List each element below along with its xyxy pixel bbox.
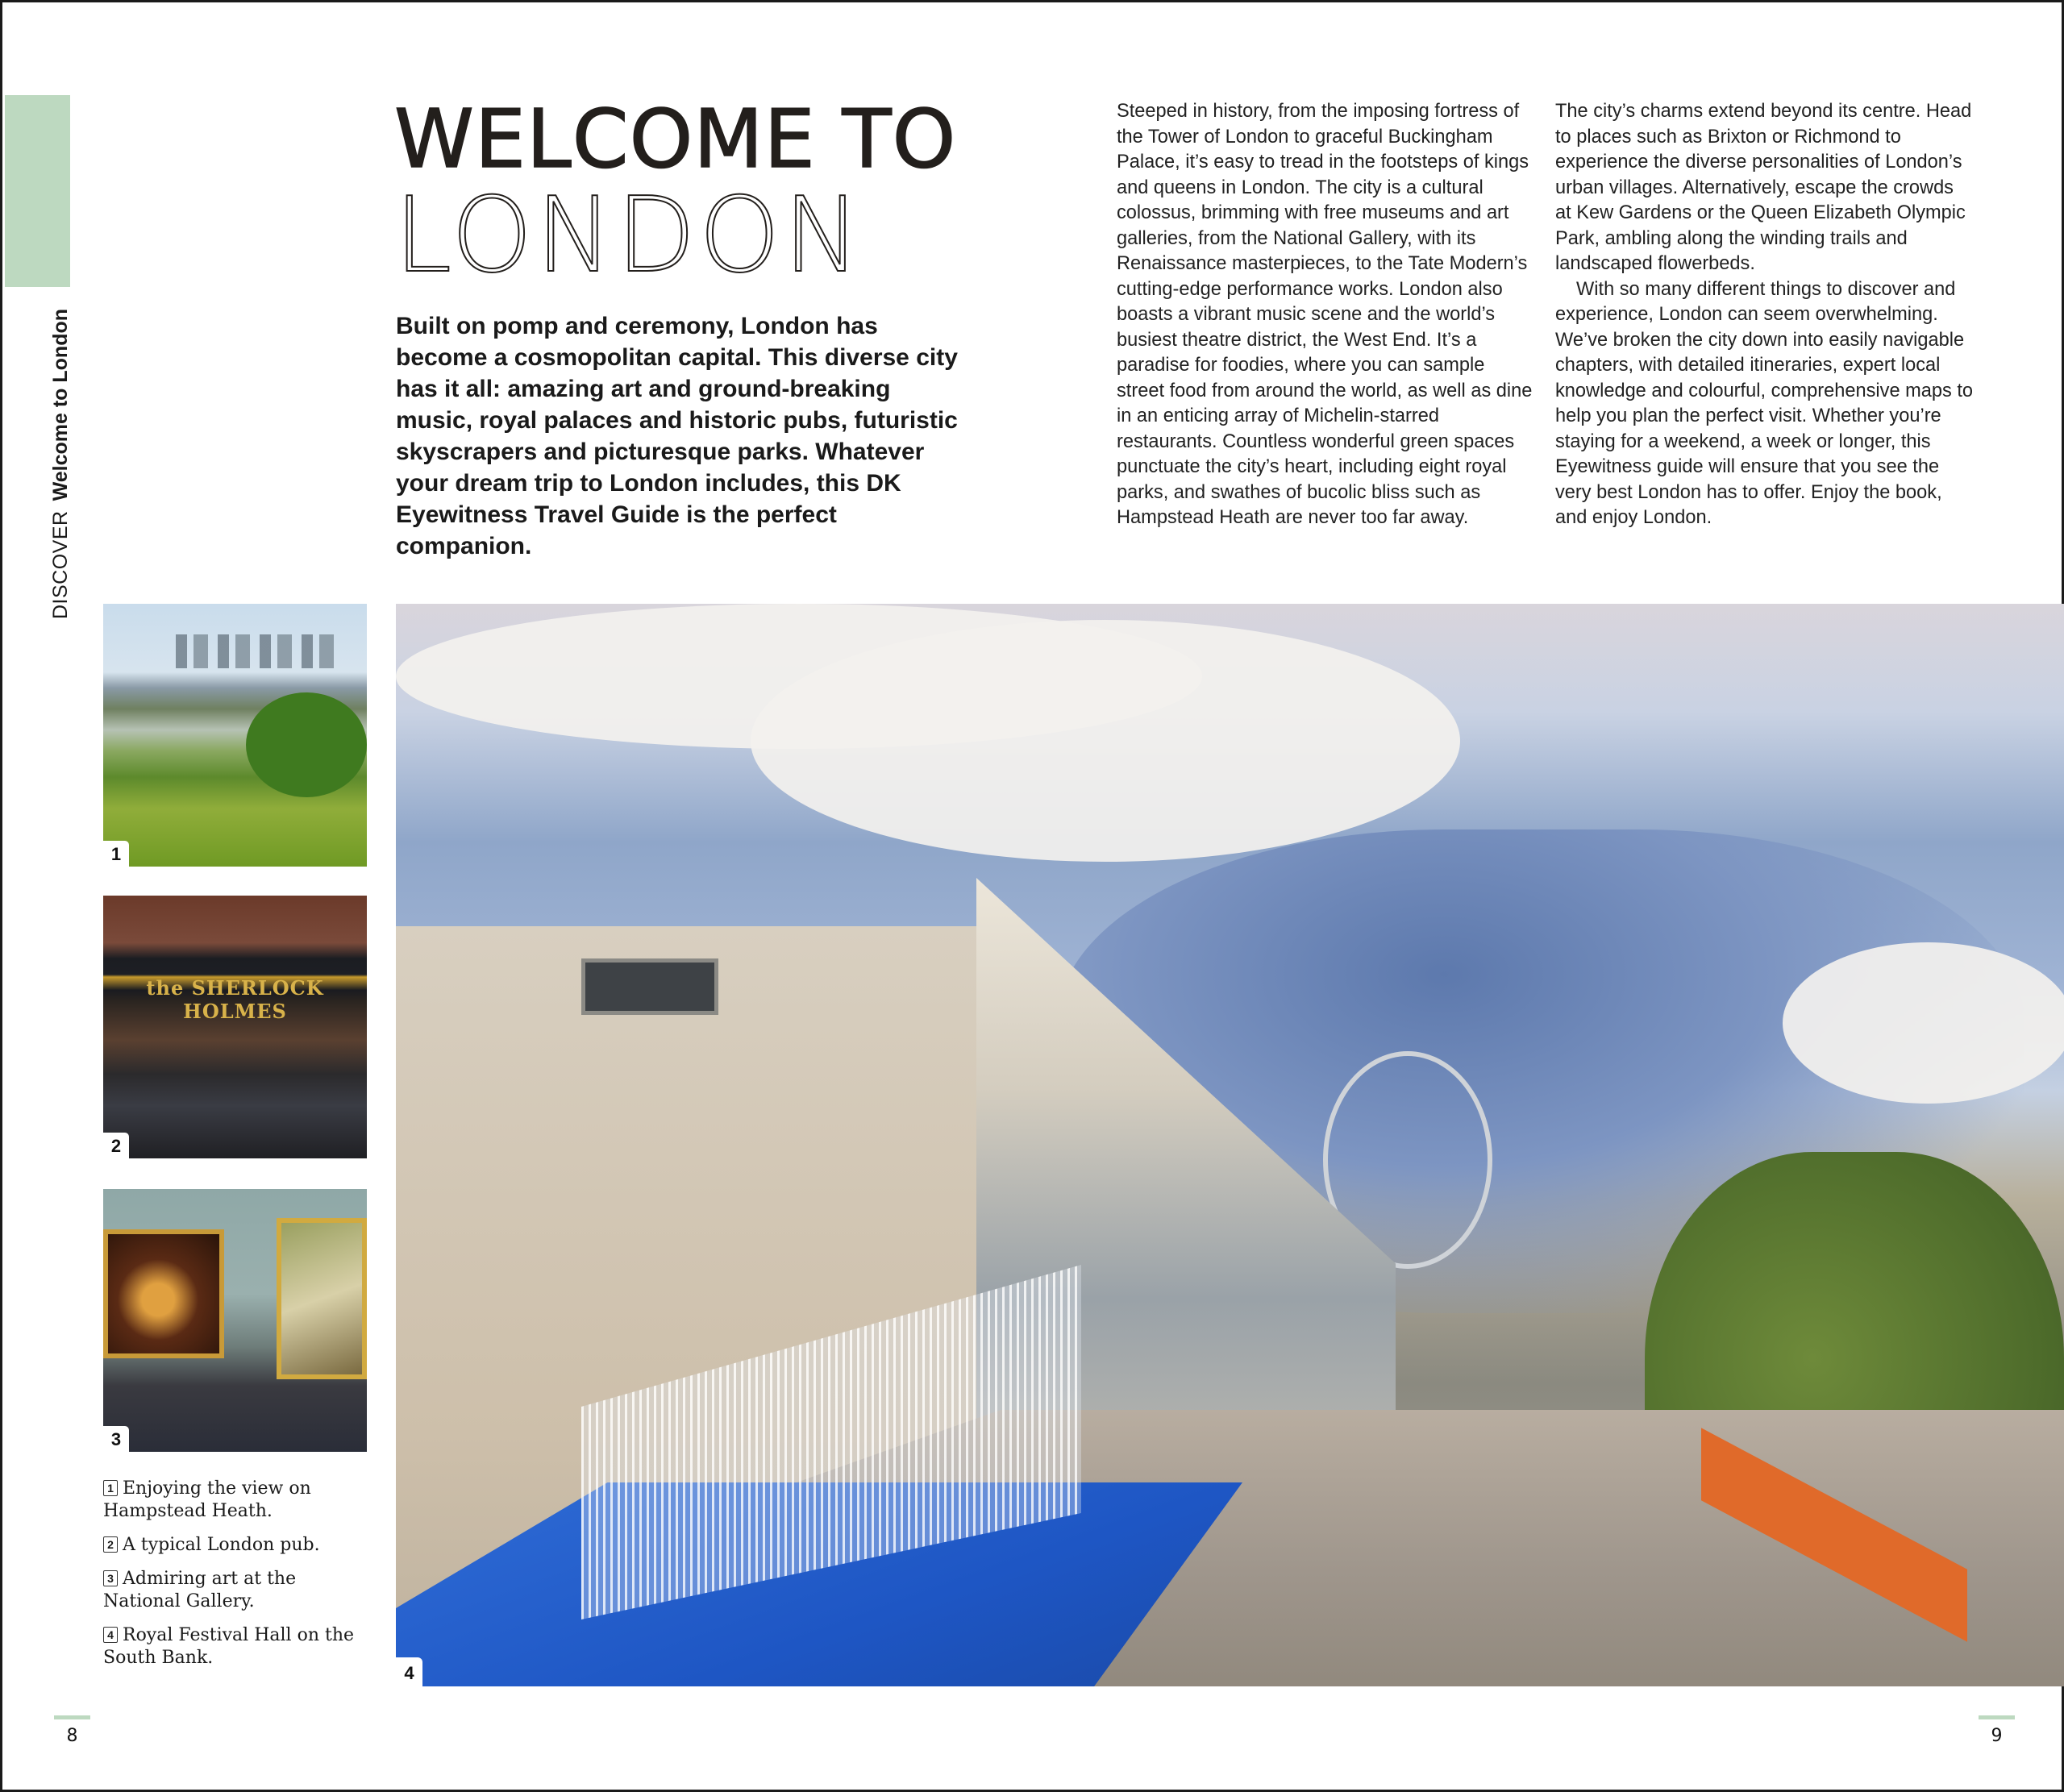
cloud-graphic [751,620,1460,862]
window-graphic [581,958,718,1015]
painting-graphic [103,1229,224,1358]
photo-number: 2 [103,1133,129,1158]
caption-number: 1 [103,1480,118,1496]
body-paragraph: The city’s charms extend beyond its centre. Head to places such as Brixton or Richmond to experience the diverse personalities of London’s urban villages. Alternatively, escape the crowds at Kew Gardens or the Queen Elizabeth Olympic Park, ambling along the winding trails and landscaped flowerbeds. [1555,101,1972,274]
photo-captions [103,1478,369,1681]
page-title [394,92,957,296]
cloud-graphic [1783,942,2064,1104]
caption-number: 2 [103,1536,118,1553]
caption-item [103,1568,369,1613]
running-head [49,309,72,619]
running-head-chapter: Welcome to London [49,308,72,501]
caption-text: A typical London pub. [123,1535,320,1555]
photo-number: 1 [103,841,129,867]
caption-text: Admiring art at the National Gallery. [103,1569,297,1611]
page-number: 9 [1991,1726,2003,1746]
caption-item [103,1624,369,1669]
folio-rule [1979,1715,2015,1719]
title-line-2: LONDON [394,176,864,296]
caption-item [103,1534,369,1557]
caption-number: 3 [103,1570,118,1586]
painting-graphic [277,1218,367,1379]
photo-royal-festival-hall [396,604,2064,1686]
folio-rule [54,1715,90,1719]
skyline-graphic [176,634,337,668]
photo-hampstead-heath [103,604,367,867]
caption-number: 4 [103,1627,118,1643]
caption-item [103,1478,369,1523]
photo-london-pub [103,896,367,1158]
caption-text: Royal Festival Hall on the South Bank. [103,1625,355,1668]
title-line-1: WELCOME TO [394,92,957,186]
page-number-left [54,1715,90,1746]
intro-paragraph: Built on pomp and ceremony, London has become a cosmopolitan capital. This diverse city has it all: amazing art and ground-breaking music, royal palaces and historic pubs, futuristic skyscrapers and picturesque parks. Whatever your dream trip to London includes, this DK Eyewitness Travel Guide is the perfect companion. [396,313,958,559]
body-paragraph: With so many different things to discover and experience, London can seem overwhelming. We’ve broken the city down into easily navigable chapters, with detailed itineraries, expert local knowledge and colourful, comprehensive maps to help you plan the perfect visit. Whether you’re staying for a weekend, a week or longer, this Eyewitness guide will ensure that you see the very best London has to offer. Enjoy the book, and enjoy London. [1555,278,1974,528]
photo-number: 4 [396,1657,422,1686]
photo-number: 3 [103,1426,129,1452]
page-number: 8 [66,1726,78,1746]
body-paragraph: Steeped in history, from the imposing fortress of the Tower of London to graceful Buckingham Palace, it’s easy to tread in the footsteps of kings and queens in London. The city is a cultural colossus, brimming with free museums and art galleries, from the National Gallery, with its Renaissance masterpieces, to the Tate Modern’s cutting-edge performance works. London also boasts a vibrant music scene and the world’s busiest theatre district, the West End. It’s a paradise for foodies, where you can sample street food from around the world, as well as dine in an enticing array of Michelin-starred restaurants. Countless wonderful green spaces punctuate the city’s heart, including eight royal parks, and swathes of bucolic bliss such as Hampstead Heath are never too far away. [1117,101,1533,528]
body-column-2 [1555,99,1975,531]
caption-text: Enjoying the view on Hampstead Heath. [103,1478,311,1521]
page-number-right [1979,1715,2015,1746]
pub-sign: the SHERLOCK HOLMES [146,976,324,1023]
body-column-1 [1117,99,1536,531]
tree-graphic [246,692,367,797]
photo-national-gallery [103,1189,367,1452]
chapter-color-tab [5,95,70,287]
running-head-section: DISCOVER [49,510,72,619]
